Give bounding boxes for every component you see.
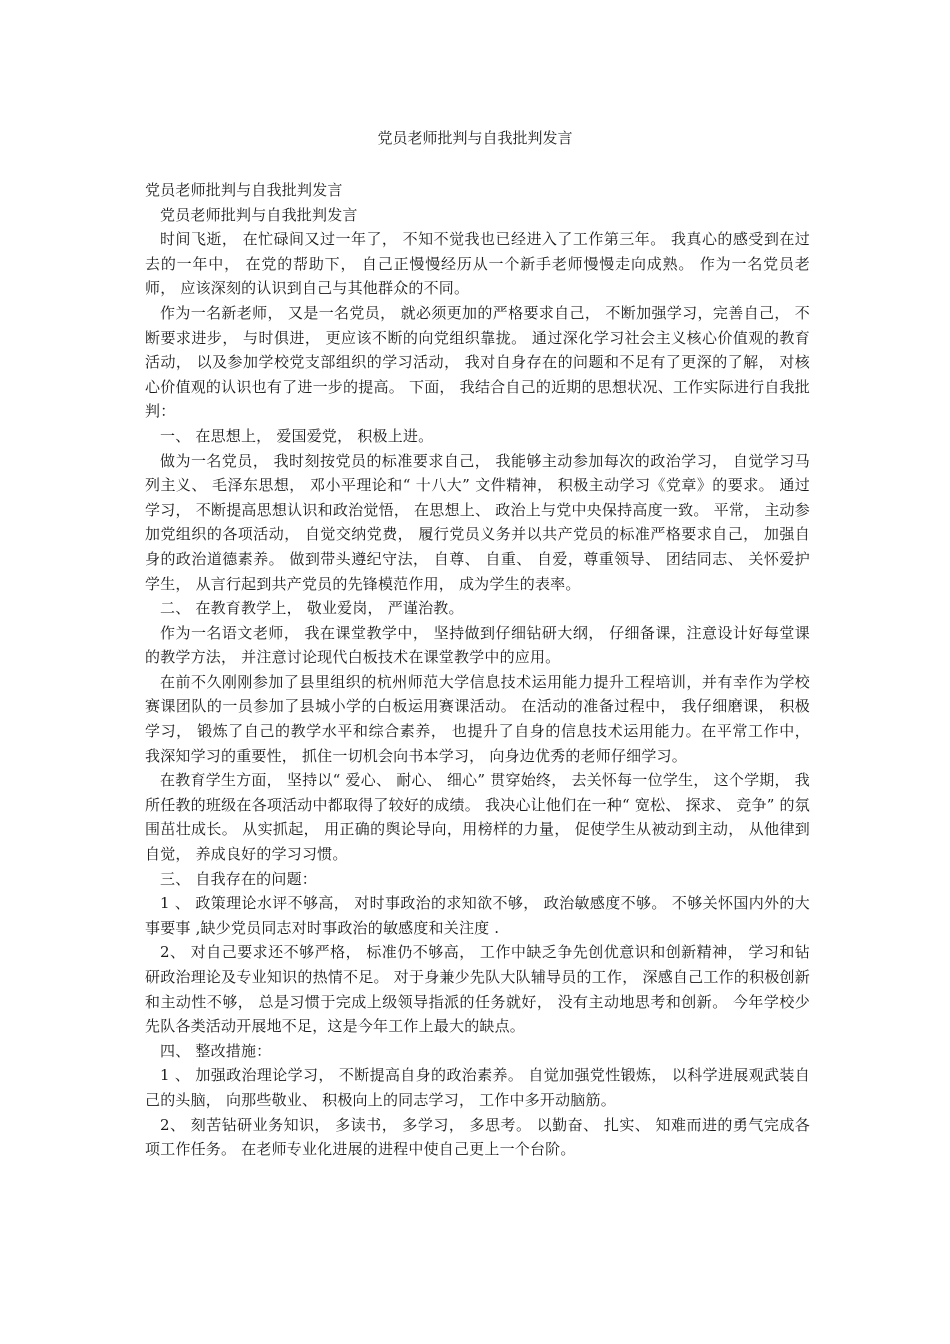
paragraph: 在教育学生方面， 坚持以“ 爱心、 耐心、 细心” 贯穿始终， 去关怀每一位学生， 这个学期， 我所任教的班级在各项活动中都取得了较好的成绩。 我决心让他们在一种“ 宽松、 探求、 竞争” 的氛围茁壮成长。 从实抓起， 用正确的舆论导向，用榜样的力量， 促使学生从被动到主动， 从他律到自觉， 养成良好的学习习惯。 [145,771,810,864]
document-body [145,178,810,1162]
paragraph: 时间飞逝， 在忙碌间又过一年了， 不知不觉我也已经进入了工作第三年。 我真心的感受到在过去的一年中， 在党的帮助下， 自己正慢慢经历从一个新手老师慢慢走向成熟。 作为一名党员老师， 应该深刻的认识到自己与其他群众的不同。 [145,230,810,298]
paragraph: 做为一名党员， 我时刻按党员的标准要求自己， 我能够主动参加每次的政治学习， 自觉学习马列主义、 毛泽东思想， 邓小平理论和“ 十八大” 文件精神， 积极主动学习《党章》的要求。 通过学习， 不断提高思想认识和政治觉悟， 在思想上、 政治上与党中央保持高度一致。 平常， 主动参加党组织的各项活动， 自觉交纳党费， 履行党员义务并以共产党员的标准严格要求自己， 加强自身的政治道德素养。 做到带头遵纪守法， 自尊、 自重、 自爱，尊重领导、 团结同志、 关怀爱护学生， 从言行起到共产党员的先锋模范作用， 成为学生的表率。 [145,451,810,593]
section-heading: 二、 在教育教学上， 敬业爱岗， 严谨治教。 [160,599,464,618]
list-item: 1 、 加强政治理论学习， 不断提高自身的政治素养。 自觉加强党性锻炼， 以科学进展观武装自己的头脑， 向那些敬业、 积极向上的同志学习， 工作中多开动脑筋。 [145,1066,810,1109]
heading-line-1: 党员老师批判与自我批判发言 [145,181,343,199]
section-heading: 一、 在思想上， 爱国爱党， 积极上进。 [160,426,434,445]
paragraph: 作为一名语文老师， 我在课堂教学中， 坚持做到仔细钻研大纲， 仔细备课，注意设计好每堂课的教学方法， 并注意讨论现代白板技术在课堂教学中的应用。 [145,623,810,667]
document-title: 党员老师批判与自我批判发言 [377,129,573,147]
list-item: 1 、 政策理论水评不够高， 对时事政治的求知欲不够， 政治敏感度不够。 不够关怀国内外的大事要事 ,缺少党员同志对时事政治的敏感度和关注度 . [145,894,810,937]
section-heading: 四、 整改措施： [160,1041,272,1060]
heading-line-2: 党员老师批判与自我批判发言 [160,205,358,224]
section-heading: 三、 自我存在的问题： [160,869,317,888]
list-item: 2、 对自己要求还不够严格， 标准仍不够高， 工作中缺乏争先创优意识和创新精神， 学习和钻研政治理论及专业知识的热情不足。 对于身兼少先队大队辅导员的工作， 深感自己工作的积极创新和主动性不够， 总是习惯于完成上级领导指派的任务就好， 没有主动地思考和创新。 今年学校少先队各类活动开展地不足，这是今年工作上最大的缺点。 [145,943,810,1036]
list-item: 2、 刻苦钻研业务知识， 多读书， 多学习， 多思考。 以勤奋、 扎实、 知难而进的勇气完成各项工作任务。 在老师专业化进展的进程中使自己更上一个台阶。 [145,1115,810,1159]
paragraph: 在前不久刚刚参加了县里组织的杭州师范大学信息技术运用能力提升工程培训，并有幸作为学校赛课团队的一员参加了县城小学的白板运用赛课活动。 在活动的准备过程中， 我仔细磨课， 积极学习， 锻炼了自己的教学水平和综合素养， 也提升了自身的信息技术运用能力。在平常工作中， 我深知学习的重要性， 抓住一切机会向书本学习， 向身边优秀的老师仔细学习。 [145,672,810,765]
paragraph: 作为一名新老师， 又是一名党员， 就必须更加的严格要求自己， 不断加强学习，完善自己， 不断要求进步， 与时俱进， 更应该不断的向党组织靠拢。 通过深化学习社会主义核心价值观的教育活动， 以及参加学校党支部组织的学习活动， 我对自身存在的问题和不足有了更深的了解， 对核心价值观的认识也有了进一步的提高。 下面， 我结合自己的近期的思想状况、工作实际进行自我批判： [145,303,810,421]
